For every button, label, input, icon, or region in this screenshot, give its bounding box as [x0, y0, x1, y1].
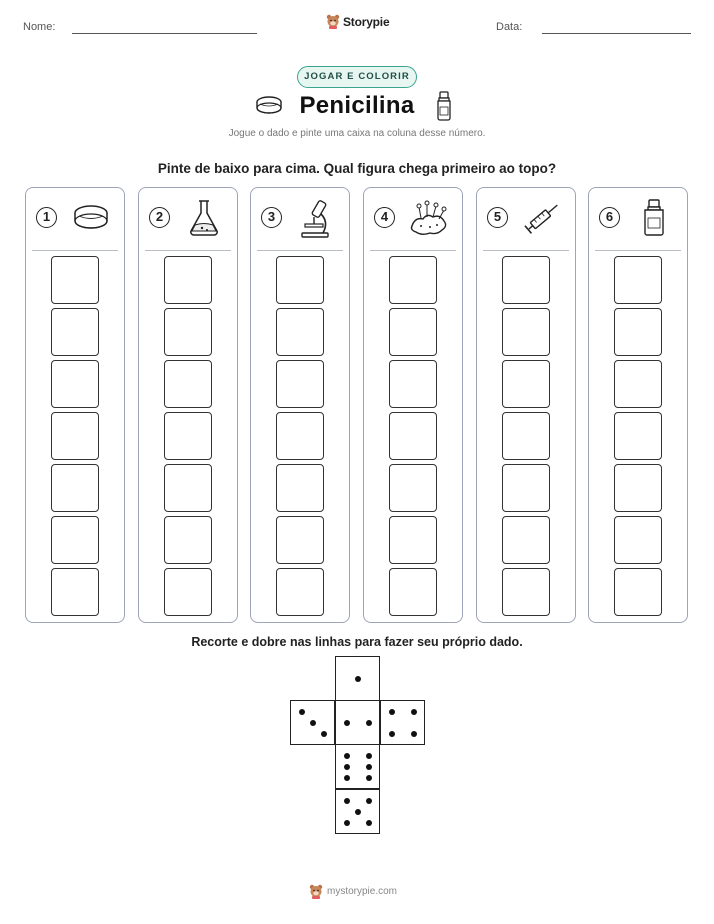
instruction-top: Pinte de baixo para cima. Qual figura chega primeiro ao topo?: [157, 161, 557, 176]
column-divider: [370, 250, 456, 251]
column-number: 1: [36, 207, 57, 228]
column-divider: [32, 250, 118, 251]
name-label: Nome:: [23, 21, 56, 33]
die-pip: [299, 709, 305, 715]
date-label: Data:: [496, 21, 523, 33]
color-box[interactable]: [164, 568, 212, 616]
die-pip: [344, 720, 350, 726]
color-box[interactable]: [502, 256, 550, 304]
brand-logo: [326, 14, 389, 29]
color-box[interactable]: [51, 360, 99, 408]
die-pip: [344, 798, 350, 804]
name-line: [72, 33, 257, 34]
die-pip: [411, 731, 417, 737]
column-4: [363, 187, 463, 623]
color-box[interactable]: [614, 568, 662, 616]
color-box[interactable]: [164, 308, 212, 356]
color-box[interactable]: [614, 464, 662, 512]
color-box[interactable]: [614, 360, 662, 408]
color-box[interactable]: [51, 464, 99, 512]
color-box[interactable]: [164, 256, 212, 304]
die-pip: [310, 720, 316, 726]
color-box[interactable]: [502, 360, 550, 408]
die-pip: [389, 731, 395, 737]
column-divider: [595, 250, 681, 251]
storypie-bear-logo-icon: [309, 884, 323, 899]
column-5: [476, 187, 576, 623]
die-pip: [344, 775, 350, 781]
die-pip: [389, 709, 395, 715]
color-box[interactable]: [51, 412, 99, 460]
footer: [309, 884, 397, 899]
color-box[interactable]: [164, 516, 212, 564]
color-box[interactable]: [614, 516, 662, 564]
color-box[interactable]: [389, 308, 437, 356]
color-box[interactable]: [51, 308, 99, 356]
color-box[interactable]: [51, 256, 99, 304]
column-number: 4: [374, 207, 395, 228]
die-pip: [355, 676, 361, 682]
die-pip: [366, 720, 372, 726]
column-divider: [145, 250, 231, 251]
color-box[interactable]: [276, 412, 324, 460]
vial-icon: [631, 196, 677, 240]
color-box[interactable]: [502, 464, 550, 512]
color-box[interactable]: [276, 360, 324, 408]
instruction-bottom: Recorte e dobre nas linhas para fazer seu próprio dado.: [191, 635, 523, 649]
die-face-2: [335, 700, 380, 745]
die-pip: [355, 809, 361, 815]
column-6: [588, 187, 688, 623]
column-2: [138, 187, 238, 623]
color-box[interactable]: [276, 568, 324, 616]
color-box[interactable]: [614, 256, 662, 304]
die-face-5: [335, 789, 380, 834]
color-box[interactable]: [164, 360, 212, 408]
column-divider: [257, 250, 343, 251]
color-box[interactable]: [51, 568, 99, 616]
color-box[interactable]: [389, 412, 437, 460]
color-box[interactable]: [389, 568, 437, 616]
color-box[interactable]: [389, 516, 437, 564]
column-number: 6: [599, 207, 620, 228]
color-box[interactable]: [614, 412, 662, 460]
color-box[interactable]: [502, 568, 550, 616]
color-box[interactable]: [276, 464, 324, 512]
page-subtitle: Jogue o dado e pinte uma caixa na coluna desse número.: [228, 128, 486, 139]
color-box[interactable]: [51, 516, 99, 564]
column-number: 3: [261, 207, 282, 228]
die-pip: [366, 753, 372, 759]
flask-icon: [181, 196, 227, 240]
color-box[interactable]: [389, 256, 437, 304]
column-divider: [483, 250, 569, 251]
syringe-icon: [519, 196, 565, 240]
color-box[interactable]: [276, 516, 324, 564]
color-box[interactable]: [164, 412, 212, 460]
page-title: Penicilina: [299, 92, 415, 119]
die-face-3: [290, 700, 335, 745]
date-line: [542, 33, 691, 34]
die-pip: [321, 731, 327, 737]
color-box[interactable]: [614, 308, 662, 356]
die-pip: [411, 709, 417, 715]
die-pip: [366, 775, 372, 781]
column-3: [250, 187, 350, 623]
die-pip: [344, 764, 350, 770]
die-pip: [344, 820, 350, 826]
color-box[interactable]: [389, 464, 437, 512]
die-pip: [366, 764, 372, 770]
color-box[interactable]: [502, 412, 550, 460]
column-number: 5: [487, 207, 508, 228]
activity-badge: JOGAR E COLORIR: [297, 66, 417, 88]
mold-spore-icon: [406, 196, 452, 240]
storypie-bear-logo-icon: [326, 14, 340, 29]
die-pip: [344, 753, 350, 759]
color-box[interactable]: [276, 256, 324, 304]
die-face-6: [335, 744, 380, 789]
color-box[interactable]: [502, 308, 550, 356]
color-box[interactable]: [502, 516, 550, 564]
die-face-1: [335, 656, 380, 701]
die-pip: [366, 798, 372, 804]
column-1: [25, 187, 125, 623]
petri-dish-icon: [68, 196, 114, 240]
color-box[interactable]: [276, 308, 324, 356]
column-number: 2: [149, 207, 170, 228]
vial-icon: [433, 90, 455, 122]
footer-url: mystorypie.com: [327, 886, 398, 897]
brand-name: Storypie: [343, 14, 390, 29]
die-pip: [366, 820, 372, 826]
die-face-4: [380, 700, 425, 745]
microscope-icon: [293, 196, 339, 240]
color-box[interactable]: [164, 464, 212, 512]
color-box[interactable]: [389, 360, 437, 408]
